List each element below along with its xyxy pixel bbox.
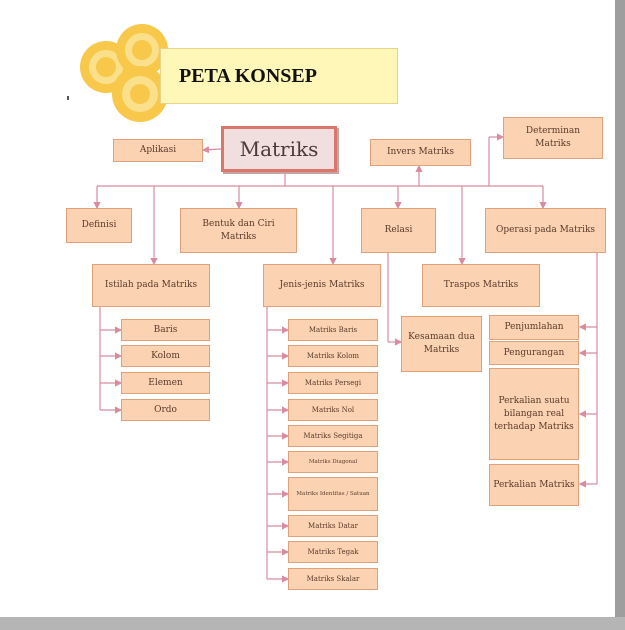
istilah-item: Baris [121,319,210,341]
node-invers: Invers Matriks [370,139,471,166]
operasi-item: Penjumlahan [489,315,579,340]
jenis-item: Matriks Nol [288,399,378,421]
istilah-item: Elemen [121,372,210,394]
central-node-matriks: Matriks [221,126,337,172]
istilah-item: Kolom [121,345,210,367]
jenis-item: Matriks Diagonal [288,451,378,473]
operasi-item: Perkalian suatu bilangan real terhadap Matriks [489,368,579,460]
jenis-item: Matriks Tegak [288,541,378,563]
jenis-item: Matriks Skalar [288,568,378,590]
istilah-item: Ordo [121,399,210,421]
page-shadow-right [615,0,625,630]
operasi-item: Perkalian Matriks [489,464,579,506]
node-istilah: Istilah pada Matriks [92,264,210,307]
jenis-item: Matriks Baris [288,319,378,341]
operasi-item: Pengurangan [489,341,579,365]
node-operasi: Operasi pada Matriks [485,208,606,253]
jenis-item: Matriks Identitas / Satuan [288,477,378,511]
jenis-item: Matriks Segitiga [288,425,378,447]
jenis-item: Matriks Kolom [288,345,378,367]
node-determinan: Determinan Matriks [503,117,603,159]
node-aplikasi: Aplikasi [113,139,203,162]
jenis-item: Matriks Persegi [288,372,378,394]
stray-mark [67,96,69,100]
node-jenis: Jenis-jenis Matriks [263,264,381,307]
node-definisi: Definisi [66,208,132,243]
page-shadow-bottom [0,617,625,630]
node-transpos: Traspos Matriks [422,264,540,307]
node-bentuk-ciri: Bentuk dan Ciri Matriks [180,208,297,253]
node-kesamaan: Kesamaan dua Matriks [401,316,482,372]
jenis-item: Matriks Datar [288,515,378,537]
page-title: PETA KONSEP [160,48,398,104]
node-relasi: Relasi [361,208,436,253]
